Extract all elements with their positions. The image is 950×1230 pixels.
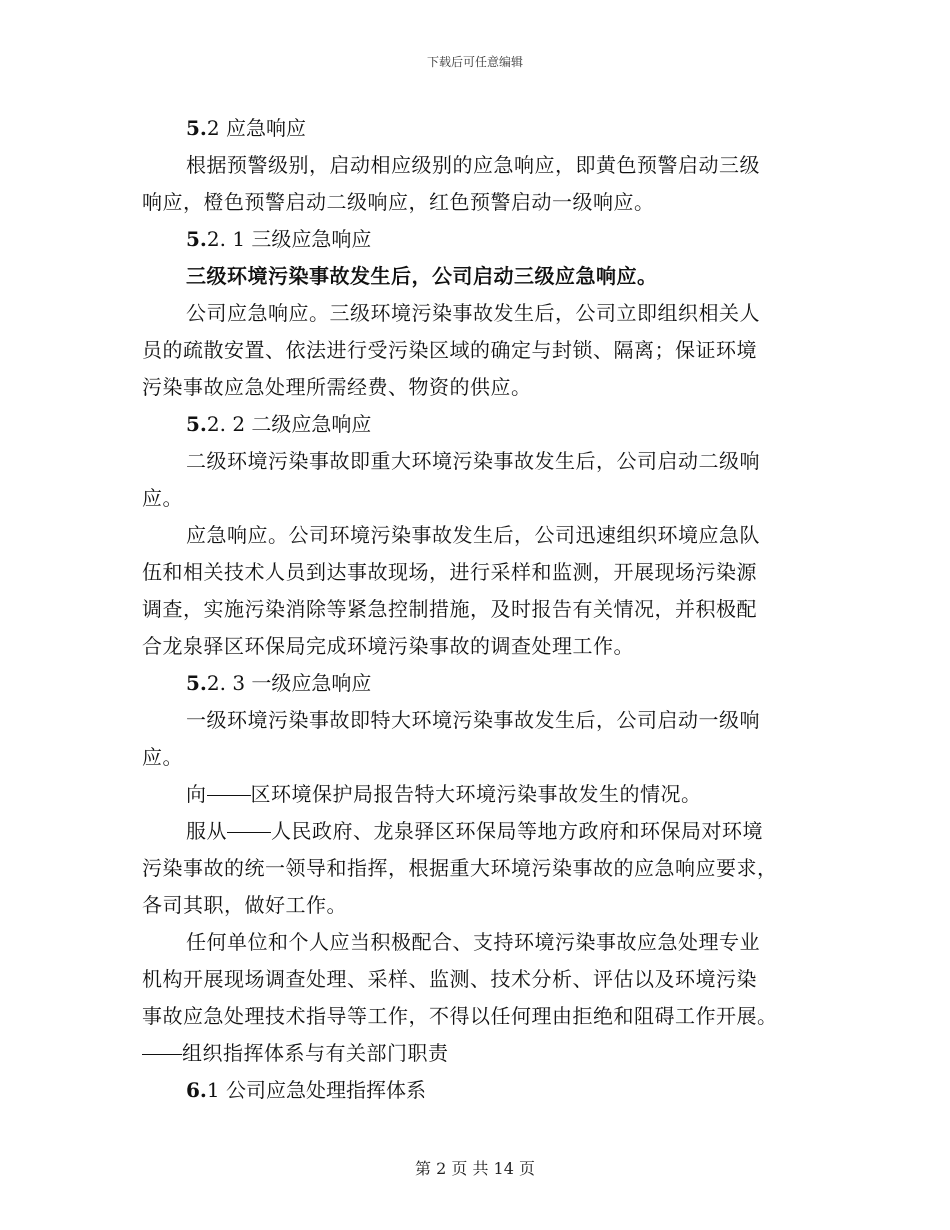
section-title: 2. 3 一级应急响应 xyxy=(206,671,372,695)
paragraph-line: 合龙泉驿区环保局完成环境污染事故的调查处理工作。 xyxy=(142,634,634,658)
section-heading-5-2-2 xyxy=(142,406,812,443)
text-segment: 组织指挥体系与有关部门职责 xyxy=(182,1041,449,1065)
section-heading-5-2-3 xyxy=(142,665,812,702)
paragraph-line-with-blank xyxy=(142,1035,812,1072)
paragraph-line: 伍和相关技术人员到达事故现场，进行采样和监测，开展现场污染源 xyxy=(142,560,757,584)
section-number: 5. xyxy=(186,116,207,140)
document-body xyxy=(142,110,812,1109)
paragraph-line-with-blank xyxy=(142,813,812,850)
paragraph-line: 响应，橙色预警启动二级响应，红色预警启动一级响应。 xyxy=(142,190,655,214)
paragraph-line: 员的疏散安置、依法进行受污染区域的确定与封锁、隔离；保证环境 xyxy=(142,338,757,362)
section-heading-5-2 xyxy=(142,110,812,147)
paragraph-line: 应。 xyxy=(142,745,183,769)
fill-in-blank xyxy=(227,831,271,833)
paragraph-line: 污染事故的统一领导和指挥，根据重大环境污染事故的应急响应要求， xyxy=(142,856,778,880)
paragraph-line: 二级环境污染事故即重大环境污染事故发生后，公司启动二级响 xyxy=(186,449,760,473)
paragraph-line: 调查，实施污染消除等紧急控制措施，及时报告有关情况，并积极配 xyxy=(142,597,757,621)
paragraph-line: 公司应急响应。三级环境污染事故发生后，公司立即组织相关人 xyxy=(186,301,760,325)
fill-in-blank xyxy=(142,1053,182,1055)
section-number: 6. xyxy=(186,1078,207,1102)
paragraph-line: 应急响应。公司环境污染事故发生后，公司迅速组织环境应急队 xyxy=(186,523,760,547)
bold-statement: 三级环境污染事故发生后，公司启动三级应急响应。 xyxy=(186,264,658,288)
section-number: 5. xyxy=(186,227,207,251)
section-heading-5-2-1 xyxy=(142,221,812,258)
section-title: 1 公司应急处理指挥体系 xyxy=(206,1078,426,1102)
section-number: 5. xyxy=(186,412,207,436)
paragraph-line: 应。 xyxy=(142,486,183,510)
paragraph-line: 任何单位和个人应当积极配合、支持环境污染事故应急处理专业 xyxy=(186,930,760,954)
page-header-note: 下载后可任意编辑 xyxy=(426,55,523,69)
paragraph-line: 机构开展现场调查处理、采样、监测、技术分析、评估以及环境污染 xyxy=(142,967,757,991)
section-number: 5. xyxy=(186,671,207,695)
page-footer-number: 第 2 页 共 14 页 xyxy=(415,1159,535,1178)
text-segment: 服从 xyxy=(186,819,227,843)
text-segment: 区环境保护局报告特大环境污染事故发生的情况。 xyxy=(250,782,702,806)
text-segment: 向 xyxy=(186,782,207,806)
section-title: 2 应急响应 xyxy=(206,116,306,140)
paragraph-line: 事故应急处理技术指导等工作，不得以任何理由拒绝和阻碍工作开展。 xyxy=(142,1004,778,1028)
paragraph-line-with-blank xyxy=(142,776,812,813)
text-segment: 人民政府、龙泉驿区环保局等地方政府和环保局对环境 xyxy=(271,819,763,843)
section-title: 2. 1 三级应急响应 xyxy=(206,227,372,251)
paragraph-line: 根据预警级别，启动相应级别的应急响应，即黄色预警启动三级 xyxy=(186,153,760,177)
section-heading-6-1 xyxy=(142,1072,812,1109)
paragraph-line: 污染事故应急处理所需经费、物资的供应。 xyxy=(142,375,532,399)
paragraph-line: 一级环境污染事故即特大环境污染事故发生后，公司启动一级响 xyxy=(186,708,760,732)
paragraph-line: 各司其职，做好工作。 xyxy=(142,893,347,917)
section-title: 2. 2 二级应急响应 xyxy=(206,412,372,436)
fill-in-blank xyxy=(207,794,251,796)
